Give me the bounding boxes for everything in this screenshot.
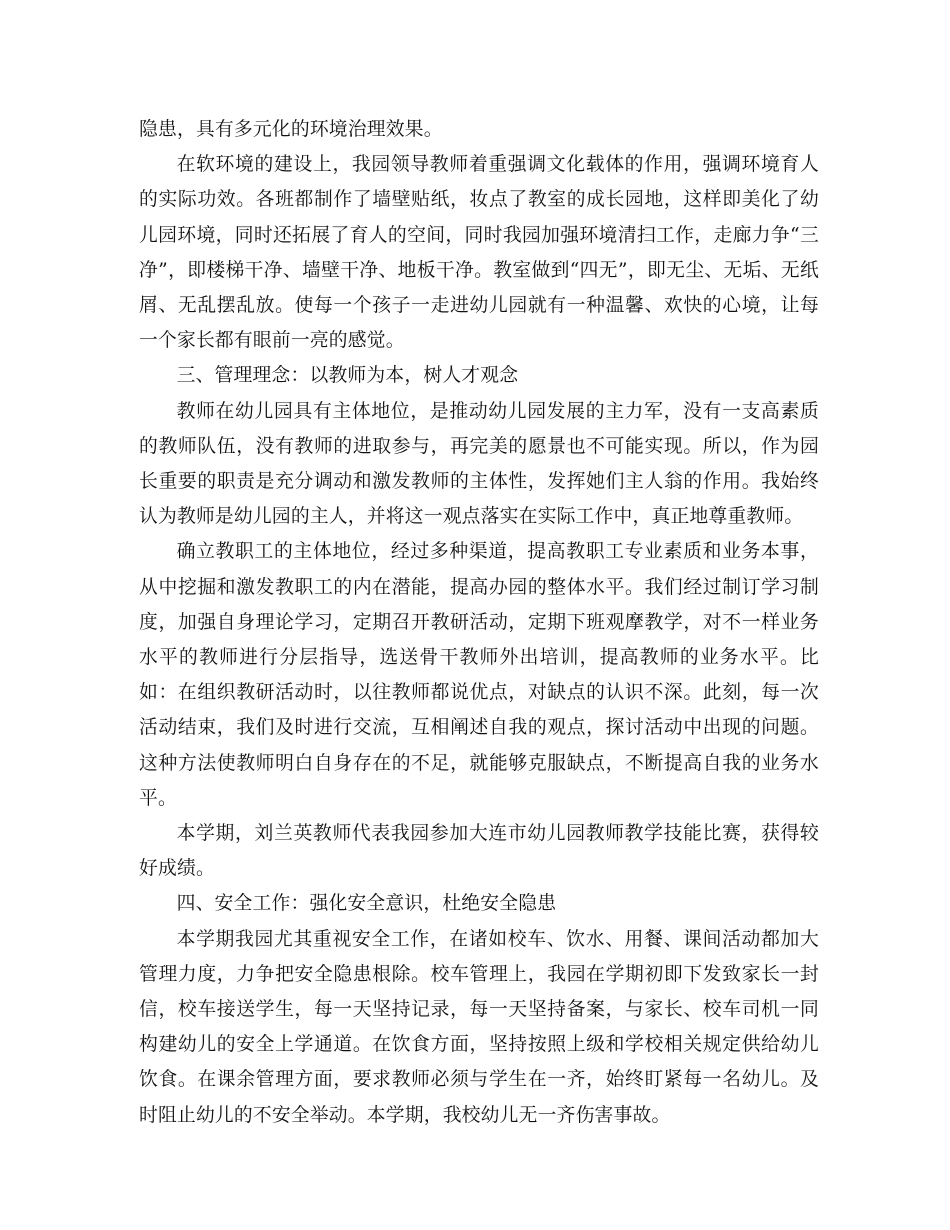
section-heading-management: 三、管理理念：以教师为本，树人才观念 [176,365,519,387]
paragraph-safety-work: 本学期我园尤其重视安全工作，在诸如校车、饮水、用餐、课间活动都加大管理力度，力争把安全隐患根除。校车管理上，我园在学期初即下发致家长一封信，校车接送学生，每一天坚持记录，每一天坚持备案，与家长、校车司机一同构建幼儿的安全上学通道。在饮食方面，坚持按照上级和学校相关规定供给幼儿饮食。在课余管理方面，要求教师必须与学生在一齐，始终盯紧每一名幼儿。及时阻止幼儿的不安全举动。本学期，我校幼儿无一齐伤害事故。 [139,928,819,1126]
paragraph-teacher-role: 教师在幼儿园具有主体地位，是推动幼儿园发展的主力军，没有一支高素质的教师队伍，没有教师的进取参与，再完美的愿景也不可能实现。所以，作为园长重要的职责是充分调动和激发教师的主体性，发挥她们主人翁的作用。我始终认为教师是幼儿园的主人，并将这一观点落实在实际工作中，真正地尊重教师。 [139,400,819,528]
paragraph-staff-development: 确立教职工的主体地位，经过多种渠道，提高教职工专业素质和业务本事，从中挖掘和激发教职工的内在潜能，提高办园的整体水平。我们经过制订学习制度，加强自身理论学习，定期召开教研活动，定期下班观摩教学，对不一样业务水平的教师进行分层指导，选送骨干教师外出培训，提高教师的业务水平。比如：在组织教研活动时，以往教师都说优点，对缺点的认识不深。此刻，每一次活动结束，我们及时进行交流，互相阐述自我的观点，探讨活动中出现的问题。这种方法使教师明白自身存在的不足，就能够克服缺点，不断提高自我的业务水平。 [139,541,819,809]
section-heading-safety: 四、安全工作：强化安全意识，杜绝安全隐患 [176,893,557,915]
paragraph-soft-environment: 在软环境的建设上，我园领导教师着重强调文化载体的作用，强调环境育人的实际功效。各班都制作了墙壁贴纸，妆点了教室的成长园地，这样即美化了幼儿园环境，同时还拓展了育人的空间，同时我园加强环境清扫工作，走廊力争“三净”，即楼梯干净、墙壁干净、地板干净。教室做到“四无”，即无尘、无垢、无纸屑、无乱摆乱放。使每一个孩子一走进幼儿园就有一种温馨、欢快的心境，让每一个家长都有眼前一亮的感觉。 [139,154,819,352]
document-body [139,112,819,1133]
paragraph-competition: 本学期，刘兰英教师代表我园参加大连市幼儿园教师教学技能比赛，获得较好成绩。 [139,823,819,880]
paragraph-continuation: 隐患，具有多元化的环境治理效果。 [139,119,443,140]
